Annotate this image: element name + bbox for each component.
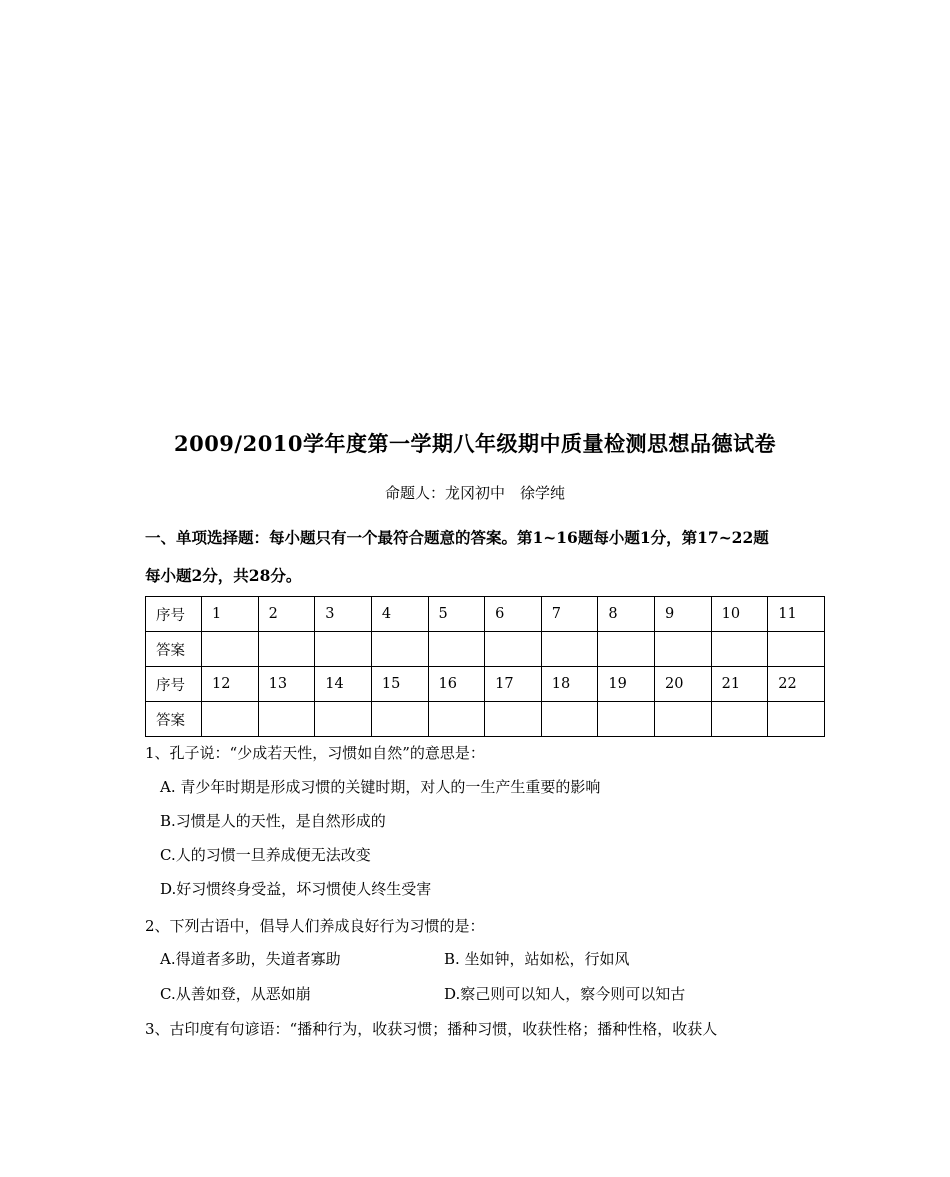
answer-table xyxy=(145,596,825,737)
number-cell: 8 xyxy=(598,597,655,632)
page-title: 2009/2010学年度第一学期八年级期中质量检测思想品德试卷 xyxy=(173,431,777,456)
question-1-option-b: B.习惯是人的天性，是自然形成的 xyxy=(160,812,386,830)
answer-cell[interactable] xyxy=(655,702,712,737)
answer-cell[interactable] xyxy=(428,702,485,737)
answer-cell[interactable] xyxy=(371,632,428,667)
author-line: 命题人：龙冈初中 徐学纯 xyxy=(384,484,565,502)
table-row-number-1 xyxy=(146,597,825,632)
number-cell: 6 xyxy=(485,597,542,632)
number-cell: 15 xyxy=(371,667,428,702)
answer-cell[interactable] xyxy=(258,702,315,737)
question-2-option-a: A.得道者多助，失道者寡助 xyxy=(160,950,341,968)
number-cell: 10 xyxy=(711,597,768,632)
number-cell: 18 xyxy=(541,667,598,702)
number-cell: 4 xyxy=(371,597,428,632)
answer-cell[interactable] xyxy=(485,702,542,737)
question-2-option-d: D.察己则可以知人，察今则可以知古 xyxy=(444,985,686,1003)
answer-cell[interactable] xyxy=(202,702,259,737)
number-cell: 22 xyxy=(768,667,825,702)
answer-cell[interactable] xyxy=(711,702,768,737)
table-row-number-2 xyxy=(146,667,825,702)
number-cell: 21 xyxy=(711,667,768,702)
answer-cell[interactable] xyxy=(258,632,315,667)
answer-cell[interactable] xyxy=(202,632,259,667)
number-cell: 9 xyxy=(655,597,712,632)
question-1-option-a: A. 青少年时期是形成习惯的关键时期，对人的一生产生重要的影响 xyxy=(160,778,601,796)
question-2-stem: 2、下列古语中，倡导人们养成良好行为习惯的是： xyxy=(145,917,485,935)
number-cell: 14 xyxy=(315,667,372,702)
question-1-option-c: C.人的习惯一旦养成便无法改变 xyxy=(160,846,371,864)
answer-cell[interactable] xyxy=(315,702,372,737)
row-label-number: 序号 xyxy=(146,597,202,632)
number-cell: 11 xyxy=(768,597,825,632)
question-3-stem: 3、古印度有句谚语：“播种行为，收获习惯；播种习惯，收获性格；播种性格，收获人 xyxy=(145,1020,718,1038)
answer-cell[interactable] xyxy=(315,632,372,667)
answer-cell[interactable] xyxy=(371,702,428,737)
answer-cell[interactable] xyxy=(768,702,825,737)
question-1-stem: 1、孔子说：“少成若天性，习惯如自然”的意思是： xyxy=(145,744,485,762)
answer-cell[interactable] xyxy=(485,632,542,667)
answer-cell[interactable] xyxy=(598,632,655,667)
question-1-option-d: D.好习惯终身受益，坏习惯使人终生受害 xyxy=(160,880,432,898)
table-row-answer-2 xyxy=(146,702,825,737)
number-cell: 13 xyxy=(258,667,315,702)
answer-cell[interactable] xyxy=(541,702,598,737)
answer-cell[interactable] xyxy=(711,632,768,667)
question-2-option-c: C.从善如登，从恶如崩 xyxy=(160,985,311,1003)
number-cell: 1 xyxy=(202,597,259,632)
question-2-option-b: B. 坐如钟，站如松，行如风 xyxy=(444,950,630,968)
answer-cell[interactable] xyxy=(655,632,712,667)
row-label-answer: 答案 xyxy=(146,632,202,667)
answer-cell[interactable] xyxy=(768,632,825,667)
row-label-number: 序号 xyxy=(146,667,202,702)
number-cell: 20 xyxy=(655,667,712,702)
number-cell: 19 xyxy=(598,667,655,702)
number-cell: 17 xyxy=(485,667,542,702)
number-cell: 16 xyxy=(428,667,485,702)
table-row-answer-1 xyxy=(146,632,825,667)
section-heading-line-1: 一、单项选择题：每小题只有一个最符合题意的答案。第1~16题每小题1分，第17~22题 xyxy=(145,528,769,547)
number-cell: 7 xyxy=(541,597,598,632)
section-heading-line-2: 每小题2分，共28分。 xyxy=(145,566,302,585)
answer-cell[interactable] xyxy=(428,632,485,667)
number-cell: 5 xyxy=(428,597,485,632)
number-cell: 2 xyxy=(258,597,315,632)
answer-cell[interactable] xyxy=(541,632,598,667)
answer-cell[interactable] xyxy=(598,702,655,737)
row-label-answer: 答案 xyxy=(146,702,202,737)
number-cell: 3 xyxy=(315,597,372,632)
number-cell: 12 xyxy=(202,667,259,702)
